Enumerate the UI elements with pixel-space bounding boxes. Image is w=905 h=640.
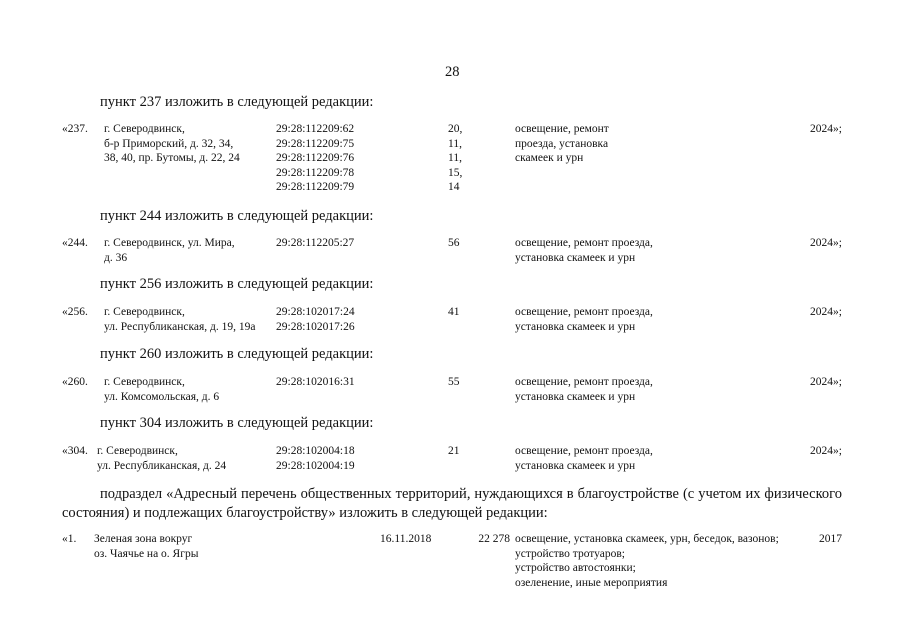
- row-cadastre-256: 29:28:102017:24 29:28:102017:26: [276, 306, 355, 333]
- row-count-237: 20, 11, 11, 15, 14: [448, 123, 463, 193]
- row-works-244: освещение, ремонт проезда, установка скамеек и урн: [515, 237, 653, 264]
- row-works-256: освещение, ремонт проезда, установка скамеек и урн: [515, 306, 653, 333]
- territory-row-area: 22 278: [478, 533, 510, 545]
- row-year-256: 2024»;: [810, 306, 842, 318]
- row-number-260: «260.: [62, 376, 88, 388]
- territory-row-number: «1.: [62, 533, 77, 545]
- row-cadastre-244: 29:28:112205:27: [276, 237, 355, 249]
- row-works-237: освещение, ремонт проезда, установка скамеек и урн: [515, 123, 609, 164]
- row-count-256: 41: [448, 306, 460, 318]
- row-number-237: «237.: [62, 123, 88, 135]
- row-address-256: г. Северодвинск, ул. Республиканская, д. 19, 19а: [104, 306, 256, 333]
- subsection-paragraph: подраздел «Адресный перечень общественных территорий, нуждающихся в благоустройстве (с учетом их физического состояния) и подлежащих благоустройству» изложить в следующей редакции:: [62, 486, 842, 521]
- territory-row-year: 2017: [819, 533, 842, 545]
- row-year-304: 2024»;: [810, 445, 842, 457]
- row-address-244: г. Северодвинск, ул. Мира, д. 36: [104, 237, 235, 264]
- row-cadastre-237: 29:28:112209:62 29:28:112209:75 29:28:112209:76 29:28:112209:78 29:28:112209:79: [276, 123, 355, 193]
- row-number-256: «256.: [62, 306, 88, 318]
- section-heading-244: пункт 244 изложить в следующей редакции:: [100, 208, 374, 224]
- row-address-237: г. Северодвинск, б-р Приморский, д. 32, 34, 38, 40, пр. Бутомы, д. 22, 24: [104, 123, 240, 164]
- page-number: 28: [445, 64, 460, 80]
- row-count-260: 55: [448, 376, 460, 388]
- territory-row-name: Зеленая зона вокруг оз. Чаячье на о. Ягры: [94, 533, 199, 560]
- row-address-304: г. Северодвинск, ул. Республиканская, д. 24: [97, 445, 227, 472]
- row-count-244: 56: [448, 237, 460, 249]
- row-year-237: 2024»;: [810, 123, 842, 135]
- section-heading-237: пункт 237 изложить в следующей редакции:: [100, 94, 374, 110]
- row-works-304: освещение, ремонт проезда, установка скамеек и урн: [515, 445, 653, 472]
- row-works-260: освещение, ремонт проезда, установка скамеек и урн: [515, 376, 653, 403]
- section-heading-260: пункт 260 изложить в следующей редакции:: [100, 346, 374, 362]
- row-number-304: «304.: [62, 445, 88, 457]
- row-number-244: «244.: [62, 237, 88, 249]
- territory-row-date: 16.11.2018: [380, 533, 432, 545]
- row-count-304: 21: [448, 445, 460, 457]
- row-cadastre-260: 29:28:102016:31: [276, 376, 355, 388]
- row-year-244: 2024»;: [810, 237, 842, 249]
- section-heading-304: пункт 304 изложить в следующей редакции:: [100, 415, 374, 431]
- territory-row-works: освещение, установка скамеек, урн, беседок, вазонов; устройство тротуаров; устройство автостоянки; озеленение, иные мероприятия: [515, 533, 779, 589]
- row-cadastre-304: 29:28:102004:18 29:28:102004:19: [276, 445, 355, 472]
- row-address-260: г. Северодвинск, ул. Комсомольская, д. 6: [104, 376, 220, 403]
- section-heading-256: пункт 256 изложить в следующей редакции:: [100, 276, 374, 292]
- row-year-260: 2024»;: [810, 376, 842, 388]
